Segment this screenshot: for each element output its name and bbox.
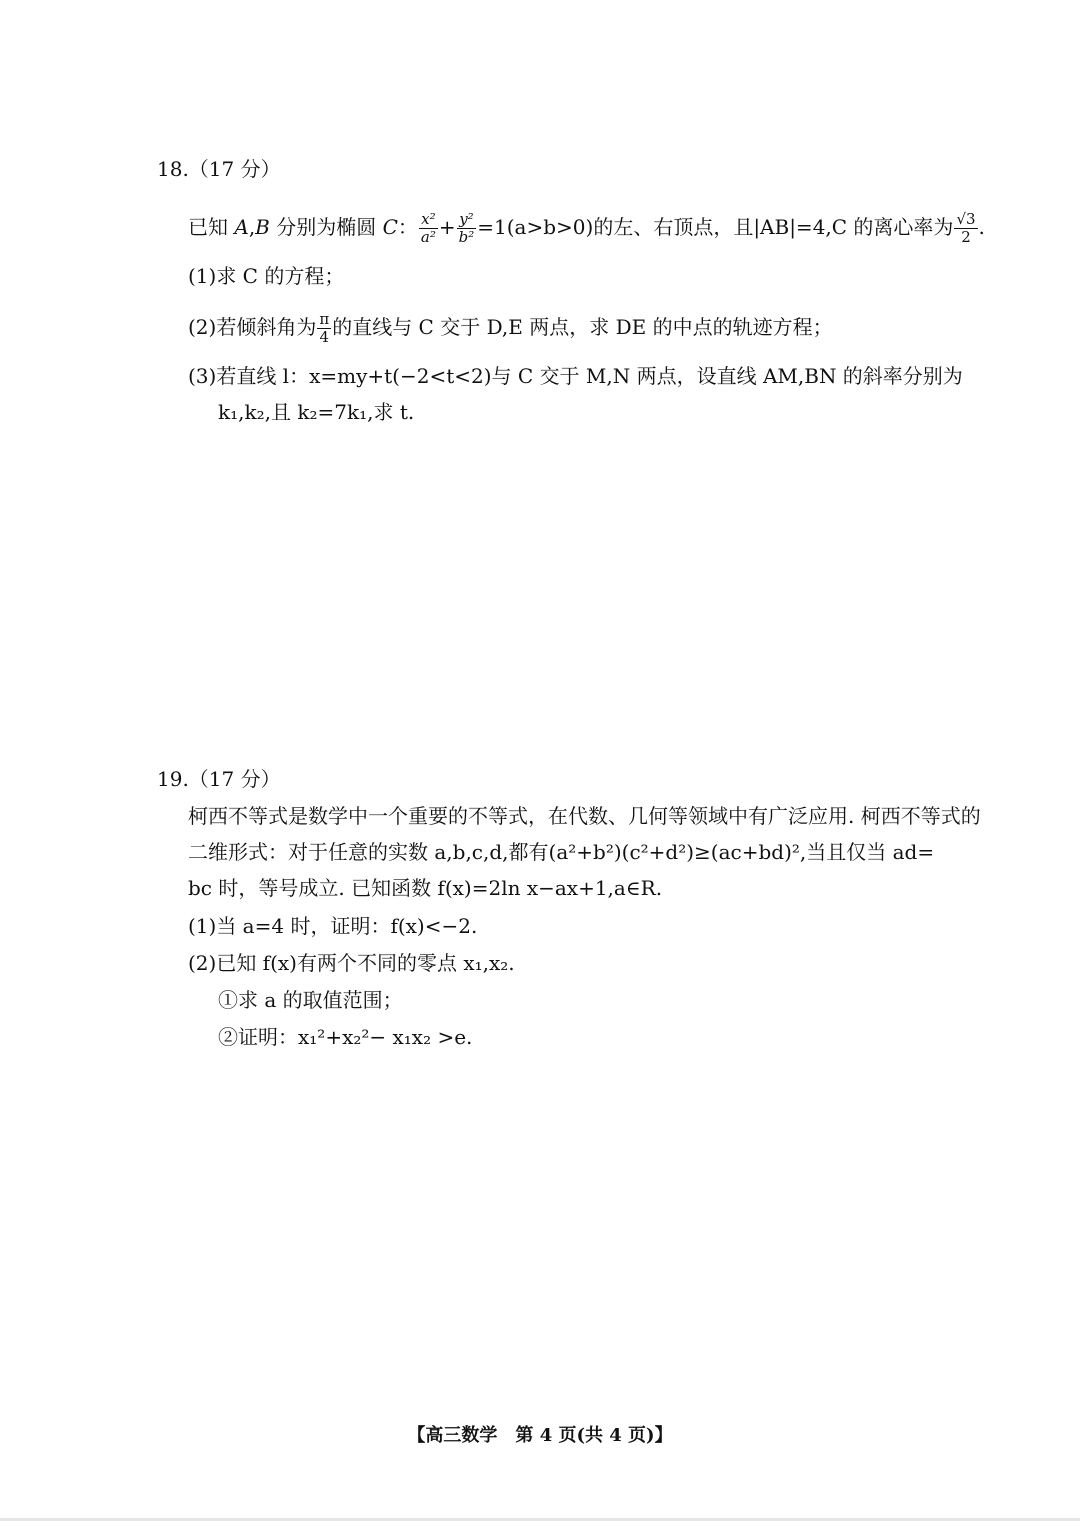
- q18-stem-comma: ,: [248, 215, 256, 239]
- numerator-pi: π: [319, 310, 330, 328]
- q18-part1: (1)求 C 的方程；: [188, 264, 345, 288]
- fraction-y2-b2: [457, 211, 477, 246]
- q18-stem-part3: =1(a>b>0)的左、右顶点，且|AB|=4,C 的离心率为: [477, 215, 954, 239]
- q18-part3-line2: k₁,k₂,且 k₂=7k₁,求 t.: [218, 400, 415, 424]
- q18-stem: [188, 210, 985, 246]
- q18-stem-part2: 分别为椭圆: [269, 215, 383, 239]
- denominator-4: 4: [319, 328, 330, 346]
- q18-stem-C: C: [382, 215, 398, 239]
- fraction-x2-a2: [419, 211, 438, 246]
- denominator-b2: b²: [458, 228, 475, 246]
- denominator-a2: a²: [420, 228, 436, 246]
- q18-stem-period: .: [978, 215, 985, 239]
- q19-part1: (1)当 a=4 时，证明：f(x)<−2.: [188, 914, 478, 938]
- q19-part2-ii: ②证明：x₁²+x₂²− x₁x₂ >e.: [218, 1025, 473, 1049]
- plus-sign: +: [438, 215, 456, 239]
- q18-part2-a: (2)若倾斜角为: [188, 315, 317, 339]
- q18-stem-B: B: [255, 215, 270, 239]
- denominator-2: 2: [961, 228, 971, 246]
- numerator-y2: y²: [457, 211, 477, 229]
- page-edge-divider: [0, 1518, 1080, 1521]
- q18-part2-b: 的直线与 C 交于 D,E 两点，求 DE 的中点的轨迹方程；: [332, 315, 833, 339]
- fraction-sqrt3-2: [954, 211, 977, 246]
- fraction-pi-4: [317, 311, 331, 346]
- q18-part2: [188, 309, 833, 346]
- q18-stem-colon: ：: [397, 215, 418, 239]
- q18-stem-part1: 已知: [188, 215, 235, 239]
- q19-line2: 二维形式：对于任意的实数 a,b,c,d,都有(a²+b²)(c²+d²)≥(ac+bd)²,当且仅当 ad=: [188, 840, 935, 864]
- page-footer: 【高三数学 第 4 页(共 4 页)】: [407, 1425, 673, 1446]
- q18-header: 18.（17 分）: [157, 157, 281, 181]
- q19-header: 19.（17 分）: [157, 767, 281, 791]
- q19-part2-i: ①求 a 的取值范围；: [218, 988, 403, 1012]
- numerator-x2: x²: [419, 211, 438, 229]
- q19-line1: 柯西不等式是数学中一个重要的不等式，在代数、几何等领域中有广泛应用. 柯西不等式的: [188, 804, 981, 828]
- q19-line3: bc 时，等号成立. 已知函数 f(x)=2ln x−ax+1,a∈R.: [188, 876, 663, 900]
- q18-stem-A: A: [234, 215, 249, 239]
- q19-part2: (2)已知 f(x)有两个不同的零点 x₁,x₂.: [188, 951, 515, 975]
- numerator-sqrt3: √3: [956, 210, 976, 228]
- q18-part3-line1: (3)若直线 l：x=my+t(−2<t<2)与 C 交于 M,N 两点，设直线 AM,BN 的斜率分别为: [188, 364, 963, 388]
